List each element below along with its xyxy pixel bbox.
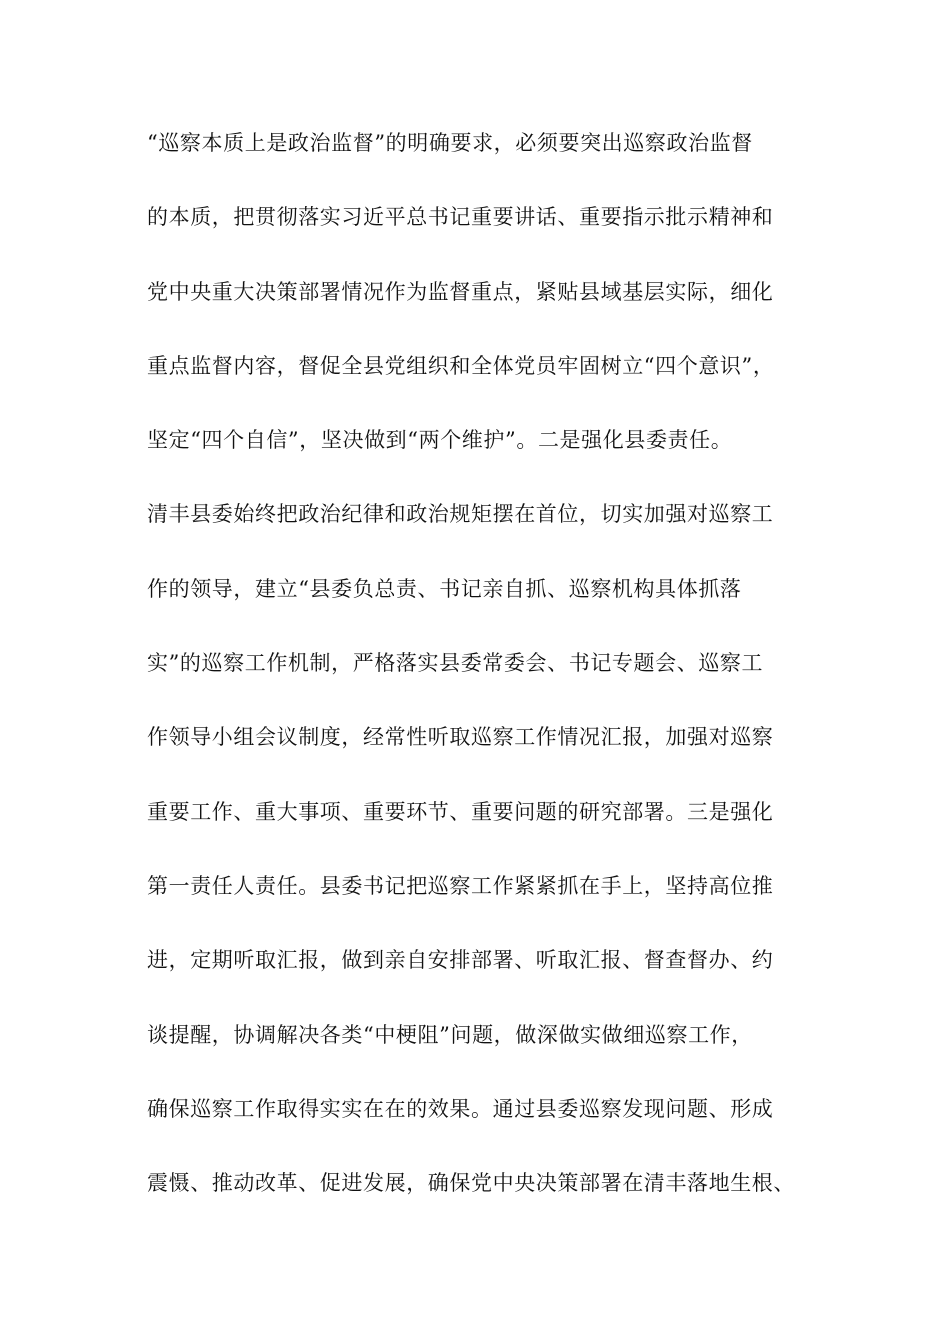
- text-line: 进，定期听取汇报，做到亲自安排部署、听取汇报、督查督办、约: [147, 948, 774, 973]
- text-line: 实”的巡察工作机制，严格落实县委常委会、书记专题会、巡察工: [147, 651, 764, 676]
- text-line: 清丰县委始终把政治纪律和政治规矩摆在首位，切实加强对巡察工: [147, 502, 774, 527]
- text-line: 作领导小组会议制度，经常性听取巡察工作情况汇报，加强对巡察: [147, 725, 774, 750]
- text-line: 第一责任人责任。县委书记把巡察工作紧紧抓在手上，坚持高位推: [147, 873, 774, 898]
- body-text: [147, 131, 807, 1245]
- text-line: 坚定“四个自信”，坚决做到“两个维护”。二是强化县委责任。: [147, 428, 733, 453]
- text-line: 作的领导，建立“县委负总责、书记亲自抓、巡察机构具体抓落: [147, 576, 742, 601]
- text-line: 震慑、推动改革、促进发展，确保党中央决策部署在清丰落地生根、: [147, 1171, 795, 1196]
- text-line: 的本质，把贯彻落实习近平总书记重要讲话、重要指示批示精神和: [147, 205, 774, 230]
- text-line: 谈提醒，协调解决各类“中梗阻”问题，做深做实做细巡察工作，: [147, 1022, 753, 1047]
- text-line: 确保巡察工作取得实实在在的效果。通过县委巡察发现问题、形成: [147, 1096, 774, 1121]
- text-line: 党中央重大决策部署情况作为监督重点，紧贴县域基层实际，细化: [147, 279, 774, 304]
- text-line: 重要工作、重大事项、重要环节、重要问题的研究部署。三是强化: [147, 799, 774, 824]
- text-line: 重点监督内容，督促全县党组织和全体党员牢固树立“四个意识”，: [147, 353, 775, 378]
- text-line: “巡察本质上是政治监督”的明确要求，必须要突出巡察政治监督: [147, 131, 753, 155]
